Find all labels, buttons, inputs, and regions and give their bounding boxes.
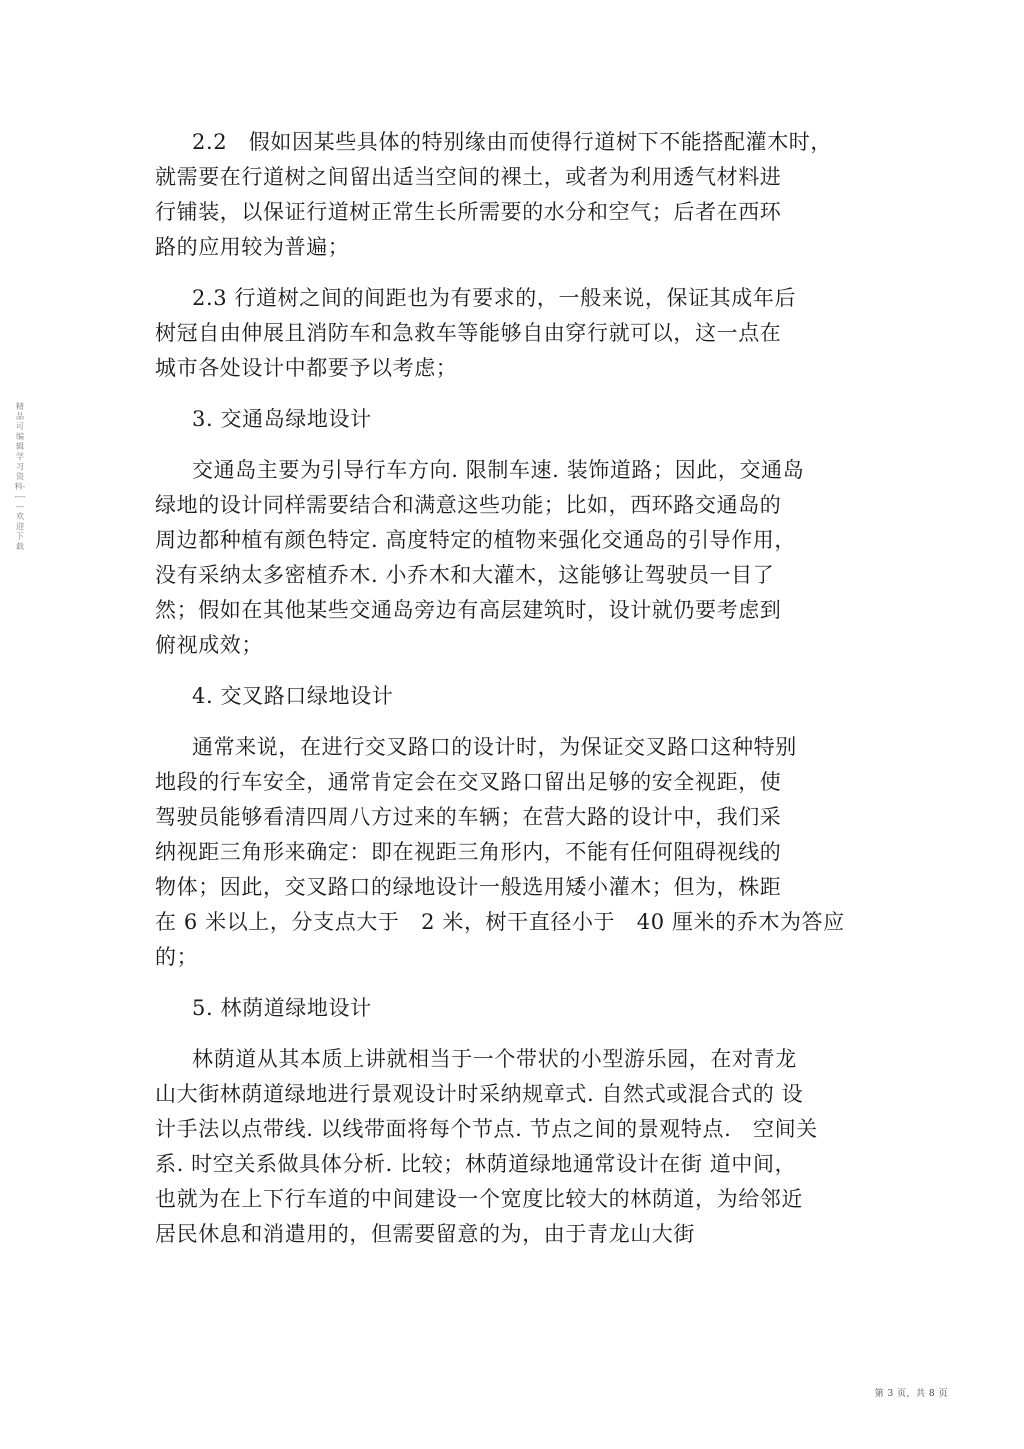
text-line: 纳视距三角形来确定：即在视距三角形内，不能有任何阻碍视线的 (155, 840, 782, 864)
text-line: 在 6 米以上，分支点大于 2 米，树干直径小于 40 厘米的乔木为答应 (155, 910, 845, 934)
paragraph-2-2 (155, 125, 855, 265)
paragraph-2-3 (155, 281, 855, 386)
paragraph-traffic-island (155, 453, 855, 663)
text-line: 物体；因此，交叉路口的绿地设计一般选用矮小灌木；但为，株距 (155, 875, 782, 899)
text-line: 也就为在上下行车道的中间建设一个宽度比较大的林荫道，为给邻近 (155, 1187, 803, 1211)
text-line: 路的应用较为普遍； (155, 235, 350, 259)
text-line: 山大街林荫道绿地进行景观设计时采纳规章式. 自然式或混合式的 设 (155, 1082, 804, 1106)
heading-text: 5. 林荫道绿地设计 (192, 996, 372, 1020)
text-line: 林荫道从其本质上讲就相当于一个带状的小型游乐园，在对青龙 (192, 1047, 797, 1071)
section-heading-3 (155, 402, 855, 437)
document-body (155, 125, 855, 1268)
text-line: 然；假如在其他某些交通岛旁边有高层建筑时，设计就仍要考虑到 (155, 598, 782, 622)
text-line: 的； (155, 945, 199, 969)
paragraph-intersection (155, 730, 855, 975)
text-line: 就需要在行道树之间留出适当空间的裸土，或者为利用透气材料进 (155, 165, 782, 189)
paragraph-boulevard (155, 1042, 855, 1252)
heading-text: 4. 交叉路口绿地设计 (192, 684, 394, 708)
text-line: 周边都种植有颜色特定. 高度特定的植物来强化交通岛的引导作用， (155, 528, 796, 552)
text-line: 没有采纳太多密植乔木. 小乔木和大灌木，这能够让驾驶员一目了 (155, 563, 775, 587)
text-line: 系. 时空关系做具体分析. 比较；林荫道绿地通常设计在街 道中间， (155, 1152, 797, 1176)
text-line: 居民休息和消遣用的，但需要留意的为，由于青龙山大街 (155, 1222, 695, 1246)
text-line: 2.3 行道树之间的间距也为有要求的，一般来说，保证其成年后 (192, 286, 797, 310)
text-line: 驾驶员能够看清四周八方过来的车辆；在营大路的设计中，我们采 (155, 805, 782, 829)
section-heading-4 (155, 679, 855, 714)
section-heading-5 (155, 991, 855, 1026)
text-line: 绿地的设计同样需要结合和满意这些功能；比如，西环路交通岛的 (155, 493, 782, 517)
text-line: 计手法以点带线. 以线带面将每个节点. 节点之间的景观特点. 空间关 (155, 1117, 818, 1141)
text-line: 城市各处设计中都要予以考虑； (155, 356, 458, 380)
text-line: 俯视成效； (155, 633, 263, 657)
text-line: 地段的行车安全，通常肯定会在交叉路口留出足够的安全视距，使 (155, 770, 782, 794)
text-line: 树冠自由伸展且消防车和急救车等能够自由穿行就可以，这一点在 (155, 321, 782, 345)
heading-text: 3. 交通岛绿地设计 (192, 407, 372, 431)
text-line: 2.2 假如因某些具体的特别缘由而使得行道树下不能搭配灌木时， (192, 130, 832, 154)
text-line: 交通岛主要为引导行车方向. 限制车速. 装饰道路；因此，交通岛 (192, 458, 805, 482)
text-line: 通常来说，在进行交叉路口的设计时，为保证交叉路口这种特别 (192, 735, 797, 759)
page-number-footer: 第 3 页，共 8 页 (874, 1389, 948, 1399)
text-line: 行铺装，以保证行道树正常生长所需要的水分和空气；后者在西环 (155, 200, 782, 224)
side-watermark-note: 精品可编辑学习资料--------欢迎下载 (14, 402, 26, 551)
